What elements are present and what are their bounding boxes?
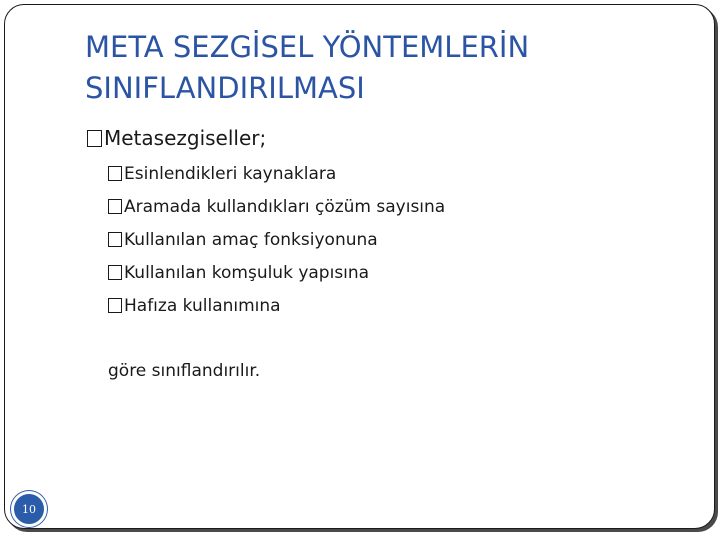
list-item (108, 191, 445, 224)
list-item-text: Esinlendikleri kaynaklara (124, 164, 337, 184)
list-item (108, 224, 445, 257)
square-bullet-icon (108, 166, 122, 181)
level1-bullet (87, 124, 266, 152)
page-number: 10 (22, 502, 36, 516)
list-item (108, 257, 445, 290)
slide-title: META SEZGİSEL YÖNTEMLERİN SINIFLANDIRILMASI (85, 30, 530, 105)
slide-frame (4, 4, 715, 529)
list-item (108, 158, 445, 191)
page-number-badge (11, 491, 47, 527)
square-bullet-icon (108, 265, 122, 280)
square-bullet-icon (108, 298, 122, 313)
list-item-text: Kullanılan komşuluk yapısına (124, 263, 370, 283)
list-item-text: Kullanılan amaç fonksiyonuna (124, 230, 378, 250)
list-item (108, 290, 445, 323)
square-bullet-icon (87, 130, 102, 147)
list-item-text: Hafıza kullanımına (124, 296, 281, 316)
level1-bullet-text: Metasezgiseller; (104, 126, 267, 150)
criteria-list (108, 158, 445, 323)
list-item-text: Aramada kullandıkları çözüm sayısına (124, 197, 446, 217)
closing-text: göre sınıflandırılır. (108, 361, 261, 381)
square-bullet-icon (108, 232, 122, 247)
square-bullet-icon (108, 199, 122, 214)
